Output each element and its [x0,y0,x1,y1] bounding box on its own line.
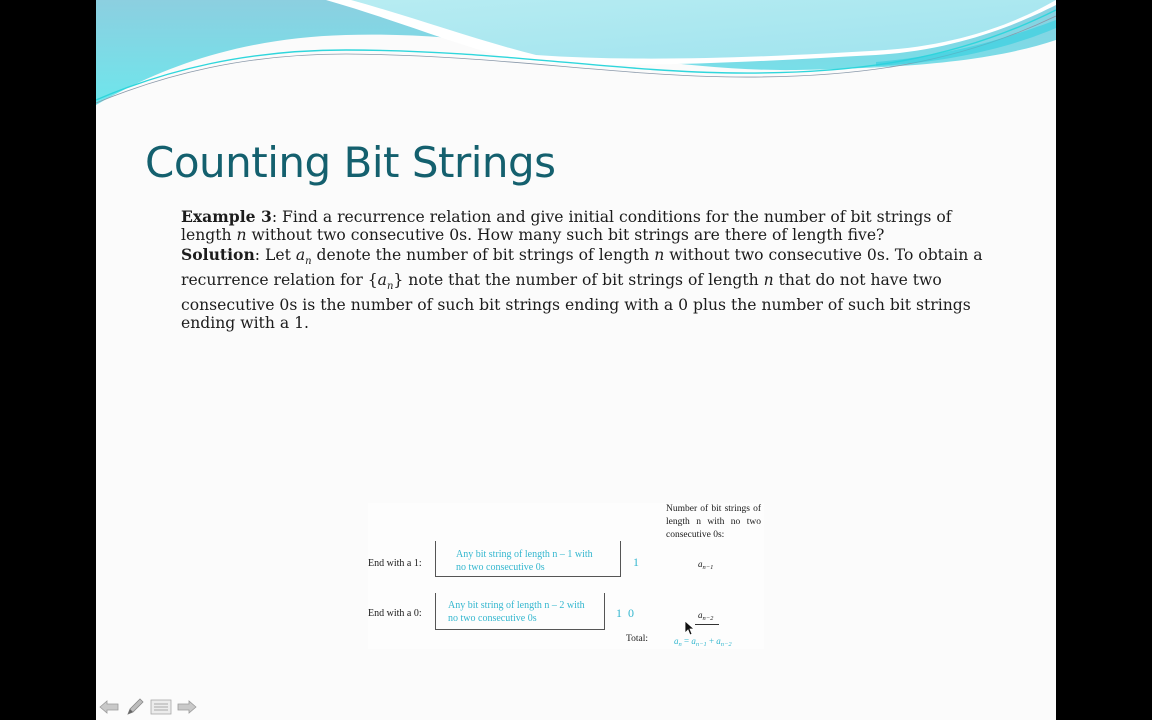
pen-tool-button[interactable] [124,697,146,717]
term-base: a [698,610,703,620]
row2-box-line2: no two consecutive 0s [448,613,537,624]
term-a-n-minus-2 [698,610,713,622]
sum-rule [695,624,719,625]
example-text: without two consecutive 0s. How many such bit strings are there of length five? [246,226,885,244]
subscript-n: n [305,256,312,267]
formula-sub: n−1 [695,641,707,648]
recurrence-figure [368,503,764,649]
previous-slide-button[interactable] [98,697,120,717]
solution-text: denote the number of bit strings of length [311,246,655,264]
variable-n: n [236,226,247,244]
slide-menu-button[interactable] [150,697,172,717]
arrow-right-icon [177,700,197,714]
example-label: Example 3 [181,207,272,226]
total-formula [674,636,732,648]
subscript-n: n [386,281,394,292]
row2-label: End with a 0: [368,608,422,619]
slide-body [181,208,1021,334]
term-subscript: n−2 [702,615,714,622]
slide [96,0,1056,720]
menu-icon [150,699,172,715]
formula-sub: n [678,641,682,648]
slide-title: Counting Bit Strings [145,138,556,187]
next-slide-button[interactable] [176,697,198,717]
formula-sub: n−2 [720,641,732,648]
pen-icon [125,698,145,716]
term-a-n-minus-1 [698,559,713,571]
row1-box-line2: no two consecutive 0s [456,562,545,573]
solution-text: that do not have two consecutive 0s is the number of such bit strings ending with a 0 plus the number of such bit strings ending with a 1. [181,271,971,332]
solution-text: : Let [254,246,296,264]
arrow-left-icon [99,700,119,714]
total-label: Total: [626,634,649,644]
example-text: : Find a recurrence relation and give initial conditions for the number of bit strings of [271,208,952,226]
variable-a: a [377,271,387,289]
solution-label: Solution [181,245,255,264]
row2-digits: 1 0 [616,606,634,620]
term-base: a [698,559,703,569]
formula-part: = [681,636,692,646]
variable-n: n [654,246,665,264]
slideshow-controls [98,697,198,717]
row2-box-line1: Any bit string of length n – 2 with [448,600,585,611]
figure-heading: Number of bit strings of length n with no two consecutive 0s: [666,504,761,540]
row1-digits: 1 [633,555,639,569]
mouse-cursor-icon [684,620,696,636]
row1-label: End with a 1: [368,558,422,569]
solution-paragraph [181,246,1021,332]
formula-part: a [716,636,721,646]
variable-a: a [295,246,306,264]
solution-text: } note that the number of bit strings of length [393,271,764,289]
solution-text: without two consecutive 0s. To obtain a recurrence relation for { [181,246,983,289]
term-subscript: n−1 [702,564,714,571]
formula-part: a [674,636,679,646]
header-wave-decoration [96,0,1056,120]
example-paragraph [181,208,1021,244]
variable-n: n [763,271,774,289]
formula-part: a [691,636,696,646]
row1-box-line1: Any bit string of length n – 1 with [456,549,593,560]
formula-part: + [706,636,717,646]
example-text: length [181,226,237,244]
